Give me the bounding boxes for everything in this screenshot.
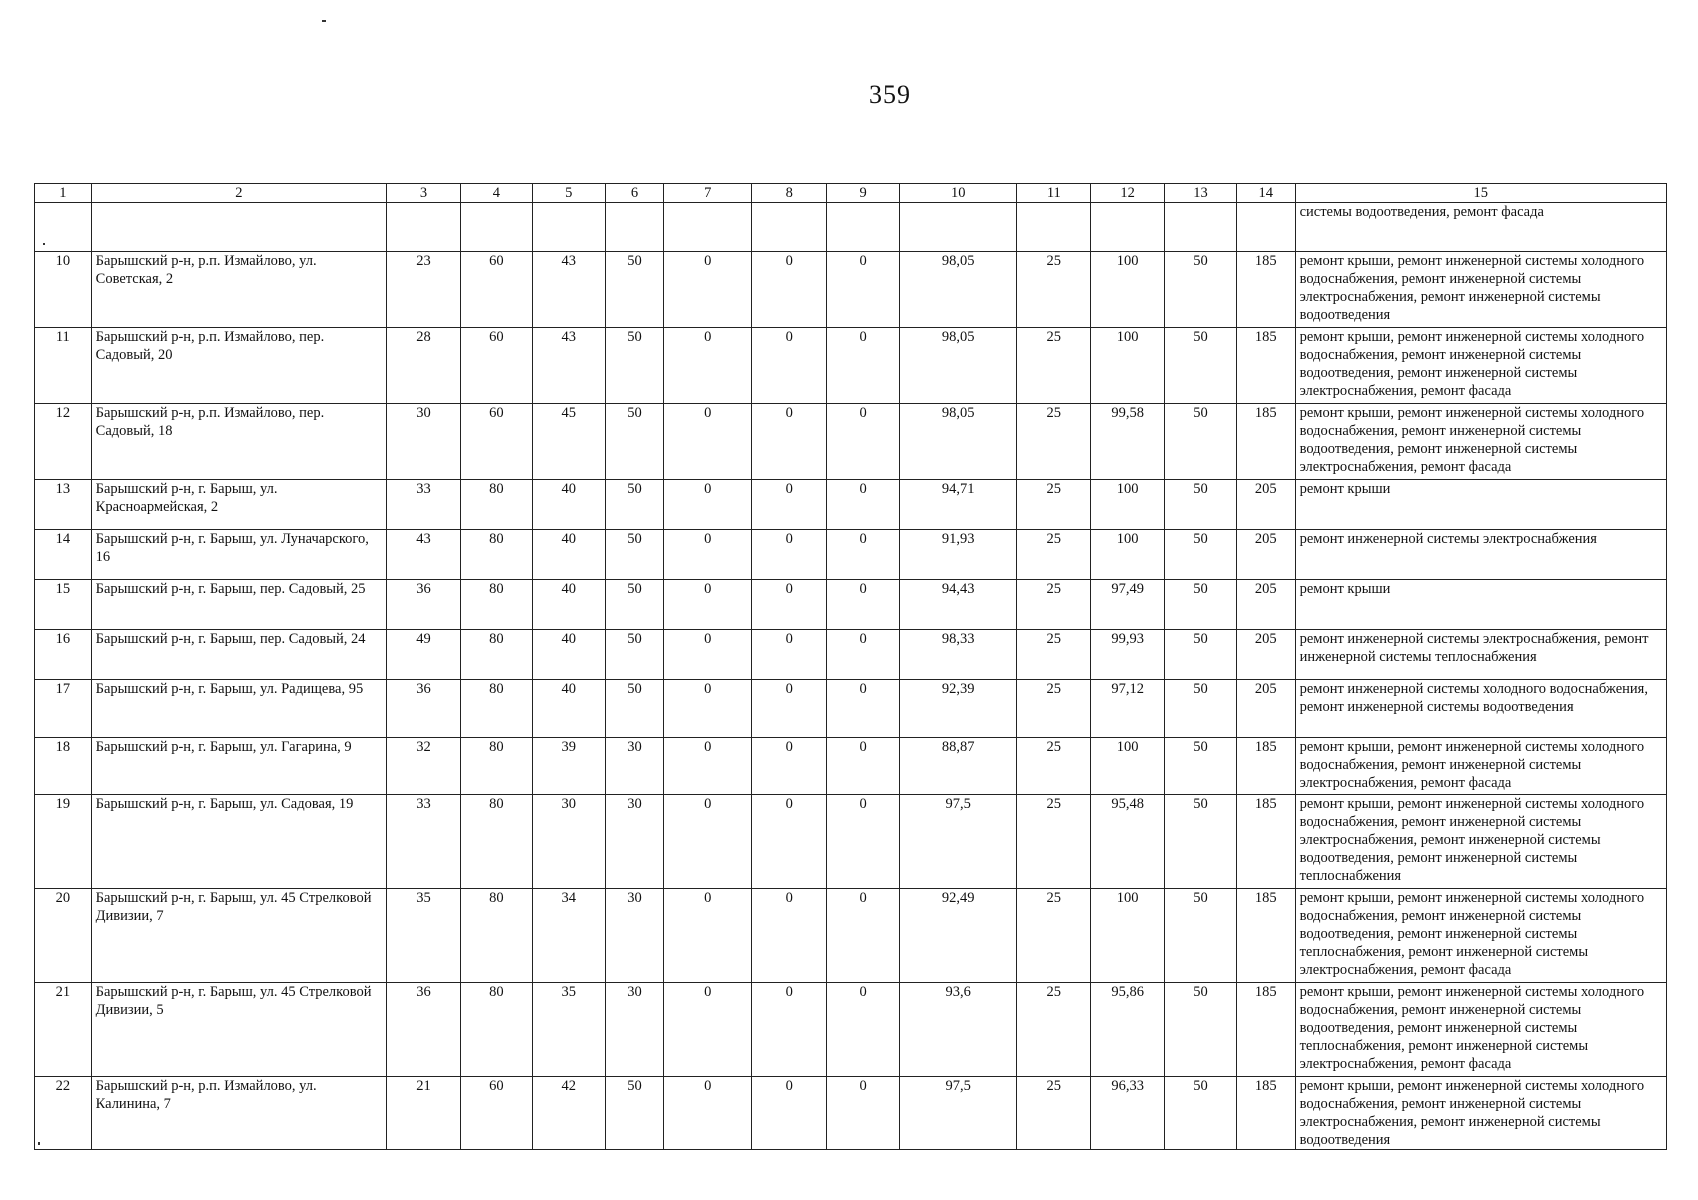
value-cell: 0 [752,795,827,889]
value-cell: 185 [1236,404,1295,480]
row-number: 19 [35,795,92,889]
column-header: 5 [532,184,605,203]
works-cell: ремонт крыши, ремонт инженерной системы холодного водоснабжения, ремонт инженерной системы электроснабжения, ремонт инженерной системы водоотведения [1295,1077,1666,1150]
value-cell: 185 [1236,252,1295,328]
value-cell: 33 [387,480,461,530]
value-cell: 98,33 [900,630,1017,680]
column-header: 15 [1295,184,1666,203]
value-cell: 50 [605,480,664,530]
works-cell: ремонт крыши, ремонт инженерной системы холодного водоснабжения, ремонт инженерной системы водоотведения, ремонт инженерной системы теплоснабжения, ремонт инженерной системы электроснабжения, ремонт фасада [1295,983,1666,1077]
value-cell: 94,43 [900,580,1017,630]
value-cell: 0 [664,252,752,328]
table-row [35,530,1667,580]
value-cell: 35 [532,983,605,1077]
value-cell: 0 [827,328,900,404]
value-cell: 100 [1091,328,1165,404]
value-cell: 80 [460,889,532,983]
address-cell: Барышский р-н, г. Барыш, ул. Садовая, 19 [91,795,386,889]
value-cell: 0 [827,252,900,328]
address-cell: Барышский р-н, р.п. Измайлово, пер. Садовый, 18 [91,404,386,480]
value-cell: 43 [387,530,461,580]
column-header: 9 [827,184,900,203]
value-cell: 96,33 [1091,1077,1165,1150]
value-cell: 0 [827,795,900,889]
works-cell: ремонт инженерной системы электроснабжения [1295,530,1666,580]
value-cell: 50 [1165,404,1237,480]
value-cell: 60 [460,252,532,328]
value-cell: 0 [752,480,827,530]
value-cell: 43 [532,328,605,404]
value-cell: 25 [1017,252,1091,328]
value-cell: 99,93 [1091,630,1165,680]
value-cell: 50 [1165,630,1237,680]
value-cell: 50 [1165,580,1237,630]
value-cell: 80 [460,630,532,680]
table-row [35,404,1667,480]
value-cell: 50 [1165,738,1237,795]
value-cell: 21 [387,1077,461,1150]
value-cell: 100 [1091,252,1165,328]
value-cell: 0 [827,889,900,983]
table-row [35,252,1667,328]
value-cell: 94,71 [900,480,1017,530]
value-cell: 205 [1236,680,1295,738]
value-cell: 50 [605,530,664,580]
row-number: 22 [35,1077,92,1150]
value-cell: 0 [752,889,827,983]
value-cell: 0 [827,404,900,480]
page-number: 359 [869,80,911,109]
value-cell: 0 [664,630,752,680]
value-cell: 0 [664,480,752,530]
value-cell: 36 [387,580,461,630]
value-cell: 0 [827,1077,900,1150]
value-cell: 42 [532,1077,605,1150]
value-cell: 50 [1165,889,1237,983]
value-cell: 0 [752,404,827,480]
value-cell: 0 [664,1077,752,1150]
column-header: 2 [91,184,386,203]
value-cell: 0 [752,580,827,630]
works-cell: ремонт крыши, ремонт инженерной системы холодного водоснабжения, ремонт инженерной системы водоотведения, ремонт инженерной системы электроснабжения, ремонт фасада [1295,328,1666,404]
value-cell: 60 [460,404,532,480]
row-number: 16 [35,630,92,680]
row-number: 17 [35,680,92,738]
value-cell: 100 [1091,889,1165,983]
value-cell: 0 [664,328,752,404]
column-header: 7 [664,184,752,203]
value-cell: 39 [532,738,605,795]
address-cell: Барышский р-н, р.п. Измайлово, ул. Советская, 2 [91,252,386,328]
value-cell: 50 [605,1077,664,1150]
works-cell: ремонт крыши [1295,580,1666,630]
value-cell: 185 [1236,738,1295,795]
value-cell: 0 [827,530,900,580]
value-cell: 25 [1017,680,1091,738]
row-number: 12 [35,404,92,480]
column-header: 13 [1165,184,1237,203]
column-header: 12 [1091,184,1165,203]
value-cell: 205 [1236,630,1295,680]
value-cell: 25 [1017,738,1091,795]
value-cell: 0 [664,580,752,630]
works-cell: ремонт инженерной системы электроснабжения, ремонт инженерной системы теплоснабжения [1295,630,1666,680]
address-cell: Барышский р-н, р.п. Измайлово, ул. Калинина, 7 [91,1077,386,1150]
value-cell: 43 [532,252,605,328]
address-cell: Барышский р-н, г. Барыш, пер. Садовый, 24 [91,630,386,680]
column-header: 8 [752,184,827,203]
value-cell: 185 [1236,889,1295,983]
value-cell: 40 [532,480,605,530]
value-cell: 97,49 [1091,580,1165,630]
value-cell: 99,58 [1091,404,1165,480]
table-row [35,889,1667,983]
value-cell: 100 [1091,480,1165,530]
works-cell: ремонт инженерной системы холодного водоснабжения, ремонт инженерной системы водоотведения [1295,680,1666,738]
value-cell: 0 [752,530,827,580]
row-number: 15 [35,580,92,630]
value-cell: 0 [752,630,827,680]
value-cell: 98,05 [900,404,1017,480]
row-number: 20 [35,889,92,983]
value-cell: 40 [532,630,605,680]
value-cell: 80 [460,795,532,889]
value-cell: 0 [664,680,752,738]
column-header: 1 [35,184,92,203]
value-cell: 25 [1017,889,1091,983]
value-cell: 205 [1236,530,1295,580]
value-cell: 97,5 [900,1077,1017,1150]
value-cell: 50 [1165,480,1237,530]
value-cell: 36 [387,983,461,1077]
address-cell: Барышский р-н, г. Барыш, ул. 45 Стрелковой Дивизии, 5 [91,983,386,1077]
continuation-row [35,203,1667,252]
works-cell: ремонт крыши, ремонт инженерной системы холодного водоснабжения, ремонт инженерной системы электроснабжения, ремонт фасада [1295,738,1666,795]
value-cell: 0 [664,889,752,983]
value-cell: 92,39 [900,680,1017,738]
column-header: 3 [387,184,461,203]
value-cell: 0 [664,795,752,889]
works-cell: системы водоотведения, ремонт фасада [1295,203,1666,252]
value-cell: 50 [1165,252,1237,328]
table-row [35,630,1667,680]
row-number: 11 [35,328,92,404]
value-cell: 49 [387,630,461,680]
value-cell: 30 [605,983,664,1077]
value-cell: 25 [1017,983,1091,1077]
table-row [35,983,1667,1077]
address-cell: Барышский р-н, г. Барыш, ул. Гагарина, 9 [91,738,386,795]
housing-repair-table [34,183,1667,1150]
row-number: 14 [35,530,92,580]
value-cell: 32 [387,738,461,795]
value-cell: 95,48 [1091,795,1165,889]
value-cell: 25 [1017,1077,1091,1150]
value-cell: 50 [1165,328,1237,404]
value-cell: 25 [1017,580,1091,630]
table-row [35,480,1667,530]
value-cell: 88,87 [900,738,1017,795]
value-cell: 0 [752,328,827,404]
value-cell: 40 [532,580,605,630]
value-cell: 50 [1165,795,1237,889]
address-cell: Барышский р-н, р.п. Измайлово, пер. Садовый, 20 [91,328,386,404]
value-cell: 0 [827,738,900,795]
value-cell: 80 [460,983,532,1077]
value-cell: 0 [752,680,827,738]
value-cell: 35 [387,889,461,983]
value-cell: 185 [1236,983,1295,1077]
value-cell: 40 [532,680,605,738]
value-cell: 50 [605,252,664,328]
value-cell: 50 [605,680,664,738]
table-row [35,738,1667,795]
column-header: 4 [460,184,532,203]
value-cell: 0 [664,530,752,580]
value-cell: 80 [460,738,532,795]
row-number: 10 [35,252,92,328]
value-cell: 80 [460,480,532,530]
value-cell: 185 [1236,1077,1295,1150]
value-cell: 25 [1017,795,1091,889]
value-cell: 23 [387,252,461,328]
value-cell: 80 [460,680,532,738]
value-cell: 0 [827,983,900,1077]
value-cell: 25 [1017,328,1091,404]
address-cell: Барышский р-н, г. Барыш, ул. 45 Стрелковой Дивизии, 7 [91,889,386,983]
value-cell: 0 [827,480,900,530]
value-cell: 0 [827,680,900,738]
value-cell: 50 [1165,1077,1237,1150]
value-cell: 34 [532,889,605,983]
value-cell: 0 [752,738,827,795]
value-cell: 0 [664,404,752,480]
value-cell: 97,5 [900,795,1017,889]
value-cell: 98,05 [900,328,1017,404]
value-cell: 30 [605,738,664,795]
column-header: 11 [1017,184,1091,203]
row-number: 18 [35,738,92,795]
value-cell: 60 [460,328,532,404]
value-cell: 0 [827,630,900,680]
value-cell: 25 [1017,630,1091,680]
value-cell: 205 [1236,580,1295,630]
value-cell: 25 [1017,404,1091,480]
works-cell: ремонт крыши [1295,480,1666,530]
value-cell: 91,93 [900,530,1017,580]
value-cell: 45 [532,404,605,480]
row-number: 21 [35,983,92,1077]
value-cell: 25 [1017,480,1091,530]
column-number-header-row [35,184,1667,203]
value-cell: 30 [605,889,664,983]
value-cell: 98,05 [900,252,1017,328]
value-cell: 40 [532,530,605,580]
value-cell: 30 [387,404,461,480]
value-cell: 0 [664,983,752,1077]
value-cell: 185 [1236,795,1295,889]
value-cell: 80 [460,580,532,630]
value-cell: 50 [1165,983,1237,1077]
value-cell: 100 [1091,738,1165,795]
value-cell: 80 [460,530,532,580]
address-cell: Барышский р-н, г. Барыш, ул. Радищева, 95 [91,680,386,738]
scan-speck [322,20,326,22]
value-cell: 30 [532,795,605,889]
value-cell: 60 [460,1077,532,1150]
value-cell: 50 [605,404,664,480]
works-cell: ремонт крыши, ремонт инженерной системы холодного водоснабжения, ремонт инженерной системы водоотведения, ремонт инженерной системы теплоснабжения, ремонт инженерной системы электроснабжения, ремонт фасада [1295,889,1666,983]
table-row [35,328,1667,404]
column-header: 10 [900,184,1017,203]
value-cell: 0 [752,983,827,1077]
works-cell: ремонт крыши, ремонт инженерной системы холодного водоснабжения, ремонт инженерной системы электроснабжения, ремонт инженерной системы водоотведения [1295,252,1666,328]
value-cell: 33 [387,795,461,889]
value-cell: 50 [605,580,664,630]
address-cell: Барышский р-н, г. Барыш, пер. Садовый, 25 [91,580,386,630]
value-cell: 100 [1091,530,1165,580]
value-cell: 205 [1236,480,1295,530]
value-cell: 28 [387,328,461,404]
value-cell: 25 [1017,530,1091,580]
value-cell: 36 [387,680,461,738]
table-row [35,795,1667,889]
value-cell: 97,12 [1091,680,1165,738]
value-cell: 0 [752,1077,827,1150]
value-cell: 50 [605,328,664,404]
value-cell: 92,49 [900,889,1017,983]
value-cell: 185 [1236,328,1295,404]
value-cell: 50 [1165,680,1237,738]
value-cell: 93,6 [900,983,1017,1077]
value-cell: 0 [664,738,752,795]
value-cell: 50 [1165,530,1237,580]
table-row [35,1077,1667,1150]
works-cell: ремонт крыши, ремонт инженерной системы холодного водоснабжения, ремонт инженерной системы водоотведения, ремонт инженерной системы электроснабжения, ремонт фасада [1295,404,1666,480]
table-row [35,680,1667,738]
address-cell: Барышский р-н, г. Барыш, ул. Красноармейская, 2 [91,480,386,530]
table-row [35,580,1667,630]
row-number: 13 [35,480,92,530]
address-cell: Барышский р-н, г. Барыш, ул. Луначарского, 16 [91,530,386,580]
value-cell: 0 [827,580,900,630]
value-cell: 50 [605,630,664,680]
value-cell: 95,86 [1091,983,1165,1077]
value-cell: 30 [605,795,664,889]
column-header: 6 [605,184,664,203]
value-cell: 0 [752,252,827,328]
works-cell: ремонт крыши, ремонт инженерной системы холодного водоснабжения, ремонт инженерной системы электроснабжения, ремонт инженерной системы водоотведения, ремонт инженерной системы теплоснабжения [1295,795,1666,889]
column-header: 14 [1236,184,1295,203]
